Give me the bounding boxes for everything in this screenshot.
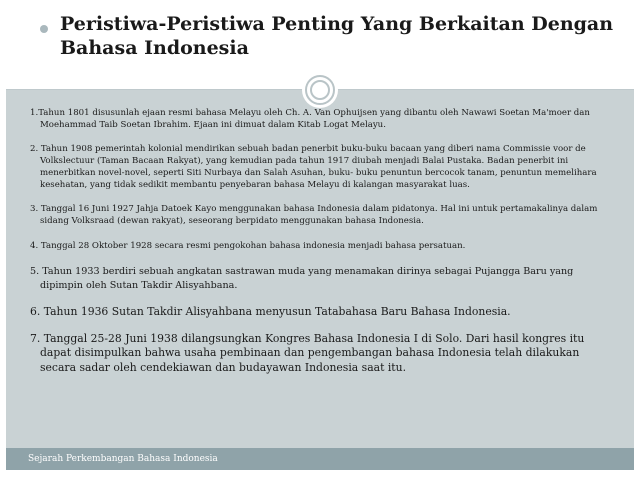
list-item: 2. Tahun 1908 pemerintah kolonial mendirikan sebuah badan penerbit buku-buku bacaan yang diberi nama Commissie voor de Volkslectuur (Taman Bacaan Rakyat), yang kemudian pada tahun 1917 diubah menjadi Balai Pustaka. Badan penerbit ini menerbitkan novel-novel, seperti Siti Nurbaya dan Salah Asuhan, buku- buku penuntun bercocok tanam, penuntun memelihara kesehatan, yang tidak sedikit membantu penyebaran bahasa Melayu di kalangan masyarakat luas. bbox=[30, 144, 597, 190]
list-item: 7. Tanggal 25-28 Juni 1938 dilangsungkan Kongres Bahasa Indonesia I di Solo. Dari hasil kongres itu dapat disimpulkan bahwa usaha pembinaan dan pengembangan bahasa Indonesia telah dilakukan secara sadar oleh cendekiawan dan budayawan Indonesia saat itu. bbox=[30, 331, 585, 374]
divider-circle-icon bbox=[305, 75, 335, 105]
footer-bar bbox=[6, 448, 634, 470]
bullet-icon bbox=[40, 25, 48, 33]
slide-title: Peristiwa-Peristiwa Penting Yang Berkaitan Dengan Bahasa Indonesia bbox=[60, 13, 614, 59]
list-item: 4. Tanggal 28 Oktober 1928 secara resmi pengokohan bahasa indonesia menjadi bahasa persatuan. bbox=[30, 241, 466, 251]
list-item: 5. Tahun 1933 berdiri sebuah angkatan sastrawan muda yang menamakan dirinya sebagai Pujangga Baru yang dipimpin oleh Sutan Takdir Alisyahbana. bbox=[30, 266, 574, 291]
footer-text: Sejarah Perkembangan Bahasa Indonesia bbox=[28, 454, 218, 464]
list-item: 6. Tahun 1936 Sutan Takdir Alisyahbana menyusun Tatabahasa Baru Bahasa Indonesia. bbox=[30, 305, 511, 318]
divider-circle-inner bbox=[310, 80, 330, 100]
event-list bbox=[30, 107, 600, 375]
list-item: 1.Tahun 1801 disusunlah ejaan resmi bahasa Melayu oleh Ch. A. Van Ophuijsen yang dibantu oleh Nawawi Soetan Ma'moer dan Moehammad Taib Soetan Ibrahim. Ejaan ini dimuat dalam Kitab Logat Melayu. bbox=[30, 108, 590, 130]
list-item: 3. Tanggal 16 Juni 1927 Jahja Datoek Kayo menggunakan bahasa Indonesia dalam pidatonya. Hal ini untuk pertamakalinya dalam sidang Volksraad (dewan rakyat), seseorang berpidato menggunakan bahasa Indonesia. bbox=[30, 204, 598, 226]
